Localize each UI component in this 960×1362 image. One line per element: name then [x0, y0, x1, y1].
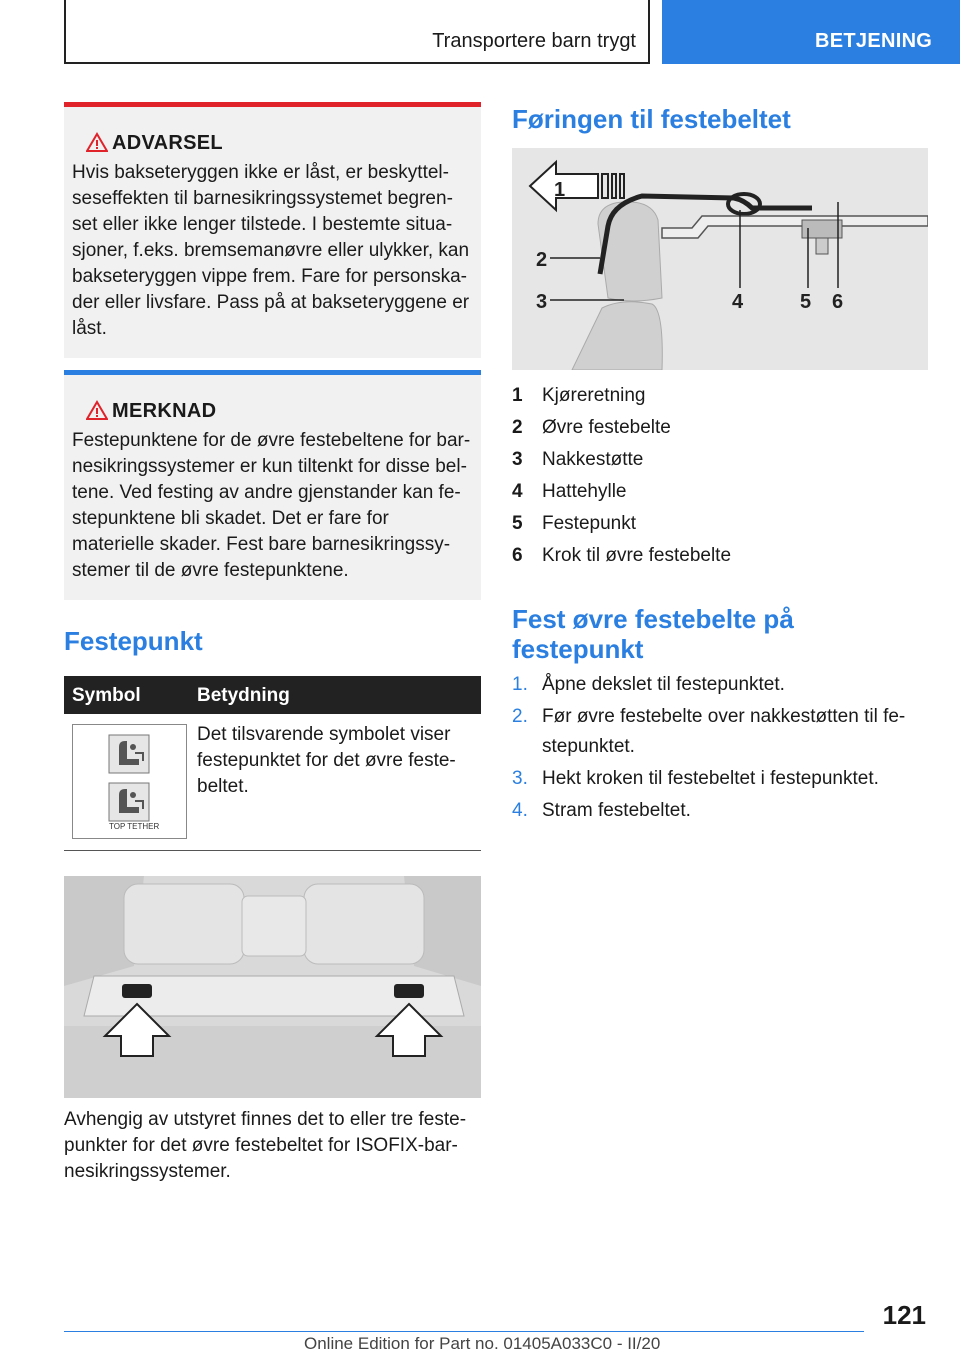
section-title: Transportere barn trygt — [432, 30, 636, 52]
tether-routing-illustration — [512, 148, 928, 370]
warning-heading: ADVARSEL — [112, 132, 223, 154]
warning-triangle-icon — [86, 400, 108, 420]
step-item: 1. Åpne dekslet til festepunktet. — [512, 674, 785, 695]
warning-line: låst. — [72, 318, 107, 339]
meaning-line: beltet. — [197, 776, 249, 797]
rear-shelf-photo — [64, 876, 481, 1098]
legend-item: 2 Øvre festebelte — [512, 417, 671, 438]
notice-box — [64, 370, 481, 600]
meaning-line: festepunktet for det øvre feste- — [197, 750, 456, 771]
footer-rule — [64, 1331, 864, 1332]
callout-2: 2 — [536, 249, 548, 271]
table-divider — [64, 850, 481, 851]
caption-line: Avhengig av utstyret finnes det to eller tre feste- — [64, 1109, 467, 1130]
legend-item: 6 Krok til øvre festebelte — [512, 545, 732, 566]
header-section-box — [64, 0, 650, 64]
step-item: 4. Stram festebeltet. — [512, 800, 691, 821]
warning-text — [72, 160, 469, 342]
callout-6: 6 — [832, 291, 844, 313]
top-tether-symbol — [72, 724, 187, 839]
attach-steps — [512, 670, 905, 826]
notice-text — [72, 428, 470, 584]
attach-heading — [512, 604, 794, 664]
edition-info: Online Edition for Part no. 01405A033C0 - II/20 — [304, 1334, 661, 1353]
warning-line: der eller livsfare. Pass på at bakseteryggene er — [72, 292, 470, 313]
col-symbol-header: Symbol — [72, 685, 141, 706]
chapter-tab-label: BETJENING — [815, 30, 933, 52]
symbol-table-header — [64, 676, 481, 714]
top-tether-label: TOP TETHER — [109, 822, 160, 831]
step-item: 2. Før øvre festebelte over nakkestøtten til fe- stepunktet. — [512, 706, 906, 757]
callout-5: 5 — [800, 291, 812, 313]
legend-item: 5 Festepunkt — [512, 513, 636, 534]
legend-item: 3 Nakkestøtte — [512, 449, 644, 470]
warning-box — [64, 102, 481, 358]
warning-accent-bar — [64, 102, 481, 107]
notice-line: nesikringssystemer er kun tiltenkt for disse bel- — [72, 456, 467, 477]
col-meaning-header: Betydning — [197, 685, 290, 706]
attach-heading-line: Fest øvre festebelte på — [512, 604, 794, 634]
festepunkt-heading: Festepunkt — [64, 626, 203, 656]
callout-1: 1 — [554, 179, 566, 201]
diagram-legend — [512, 380, 731, 572]
legend-item: 4 Hattehylle — [512, 481, 627, 502]
warning-line: Hvis bakseteryggen ikke er låst, er beskyttel- — [72, 162, 449, 183]
photo-caption — [64, 1107, 466, 1185]
notice-heading: MERKNAD — [112, 400, 217, 422]
notice-line: tene. Ved festing av andre gjenstander kan fe- — [72, 482, 461, 503]
callout-3: 3 — [536, 291, 548, 313]
symbol-meaning — [197, 722, 456, 800]
page-number: 121 — [882, 1300, 926, 1330]
notice-line: Festepunktene for de øvre festebeltene for bar- — [72, 430, 471, 451]
meaning-line: Det tilsvarende symbolet viser — [197, 724, 451, 745]
routing-heading: Føringen til festebeltet — [512, 104, 791, 134]
notice-line: stepunktene bli skadet. Det er fare for — [72, 508, 389, 529]
notice-accent-bar — [64, 370, 481, 375]
warning-line: bakseteryggen vippe frem. Fare for personska- — [72, 266, 467, 287]
warning-line: seseffekten til barnesikringssystemet begren- — [72, 188, 453, 209]
rear-shelf-illustration — [64, 876, 481, 1098]
attach-heading-line: festepunkt — [512, 634, 644, 664]
callout-4: 4 — [732, 291, 744, 313]
warning-triangle-icon — [86, 132, 108, 152]
notice-line: stemer til de øvre festepunktene. — [72, 560, 349, 581]
warning-line: set eller ikke lenger tilstede. I bestemte situa- — [72, 214, 453, 235]
legend-item: 1 Kjøreretning — [512, 385, 646, 406]
caption-line: nesikringssystemer. — [64, 1161, 231, 1182]
step-item: 3. Hekt kroken til festebeltet i festepunktet. — [512, 768, 879, 789]
caption-line: punkter for det øvre festebeltet for ISOFIX-bar- — [64, 1135, 458, 1156]
notice-line: materielle skader. Fest bare barnesikringssy- — [72, 534, 451, 555]
chapter-tab[interactable] — [662, 0, 960, 64]
warning-line: sjoner, f.eks. bremsemanøvre eller ulykker, kan — [72, 240, 470, 261]
tether-routing-diagram — [512, 148, 928, 370]
